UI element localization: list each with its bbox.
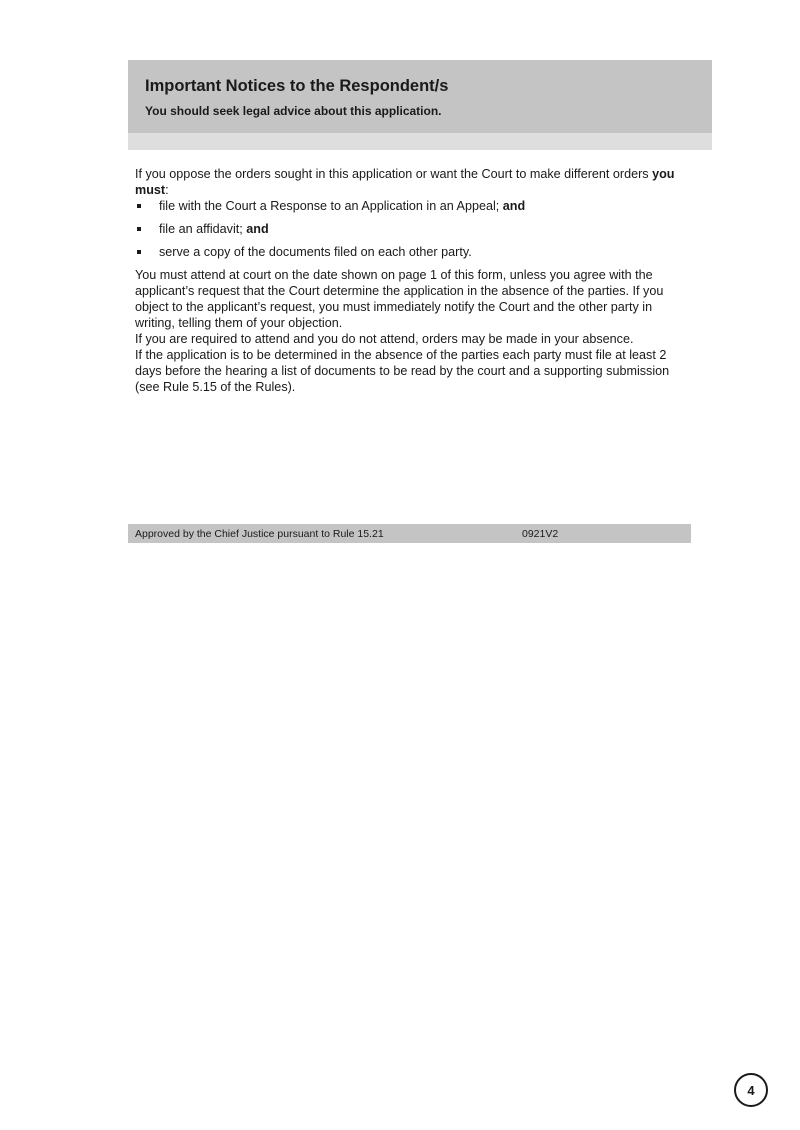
notice-title: Important Notices to the Respondent/s <box>145 77 449 95</box>
square-bullet-icon <box>137 250 141 254</box>
notice-subtitle: You should seek legal advice about this application. <box>145 104 442 118</box>
intro-text: If you oppose the orders sought in this application or want the Court to make different orders <box>135 167 653 181</box>
intro-bold: you must <box>135 167 675 197</box>
determined-paragraph: If the application is to be determined in the absence of the parties each party must file at least 2 days before the hearing a list of documents to be read by the court and a supporting submission (see Rule 5.15 of the Rules). <box>135 348 670 394</box>
list-item-text: file with the Court a Response to an Application in an Appeal; <box>159 199 503 213</box>
footer-form-code: 0921V2 <box>522 528 559 540</box>
absence-paragraph: If you are required to attend and you do not attend, orders may be made in your absence. <box>135 332 634 346</box>
square-bullet-icon <box>137 204 141 208</box>
notice-divider-band <box>128 133 712 150</box>
square-bullet-icon <box>137 227 141 231</box>
list-item-text: file an affidavit; <box>159 222 247 236</box>
list-item-bold: and <box>502 199 526 213</box>
list-item <box>135 198 695 214</box>
intro-end: : <box>165 183 169 197</box>
attend-paragraph: You must attend at court on the date shown on page 1 of this form, unless you agree with the applicant’s request that the Court determine the application in the absence of the parties. If you object to the applicant’s request, you must immediately notify the Court and the other party in writing, telling them of your objection. <box>135 268 664 330</box>
footer-approval-text: Approved by the Chief Justice pursuant to Rule 15.21 <box>135 528 384 540</box>
page-number: 4 <box>734 1073 768 1107</box>
list-item <box>135 221 695 237</box>
requirements-list <box>135 198 695 260</box>
list-item <box>135 244 695 260</box>
list-item-bold: and <box>246 222 269 236</box>
notice-body <box>135 166 695 395</box>
list-item-text: serve a copy of the documents filed on each other party. <box>159 245 472 259</box>
notice-header <box>128 60 712 133</box>
footer-bar <box>128 524 691 543</box>
intro-paragraph <box>135 166 695 198</box>
